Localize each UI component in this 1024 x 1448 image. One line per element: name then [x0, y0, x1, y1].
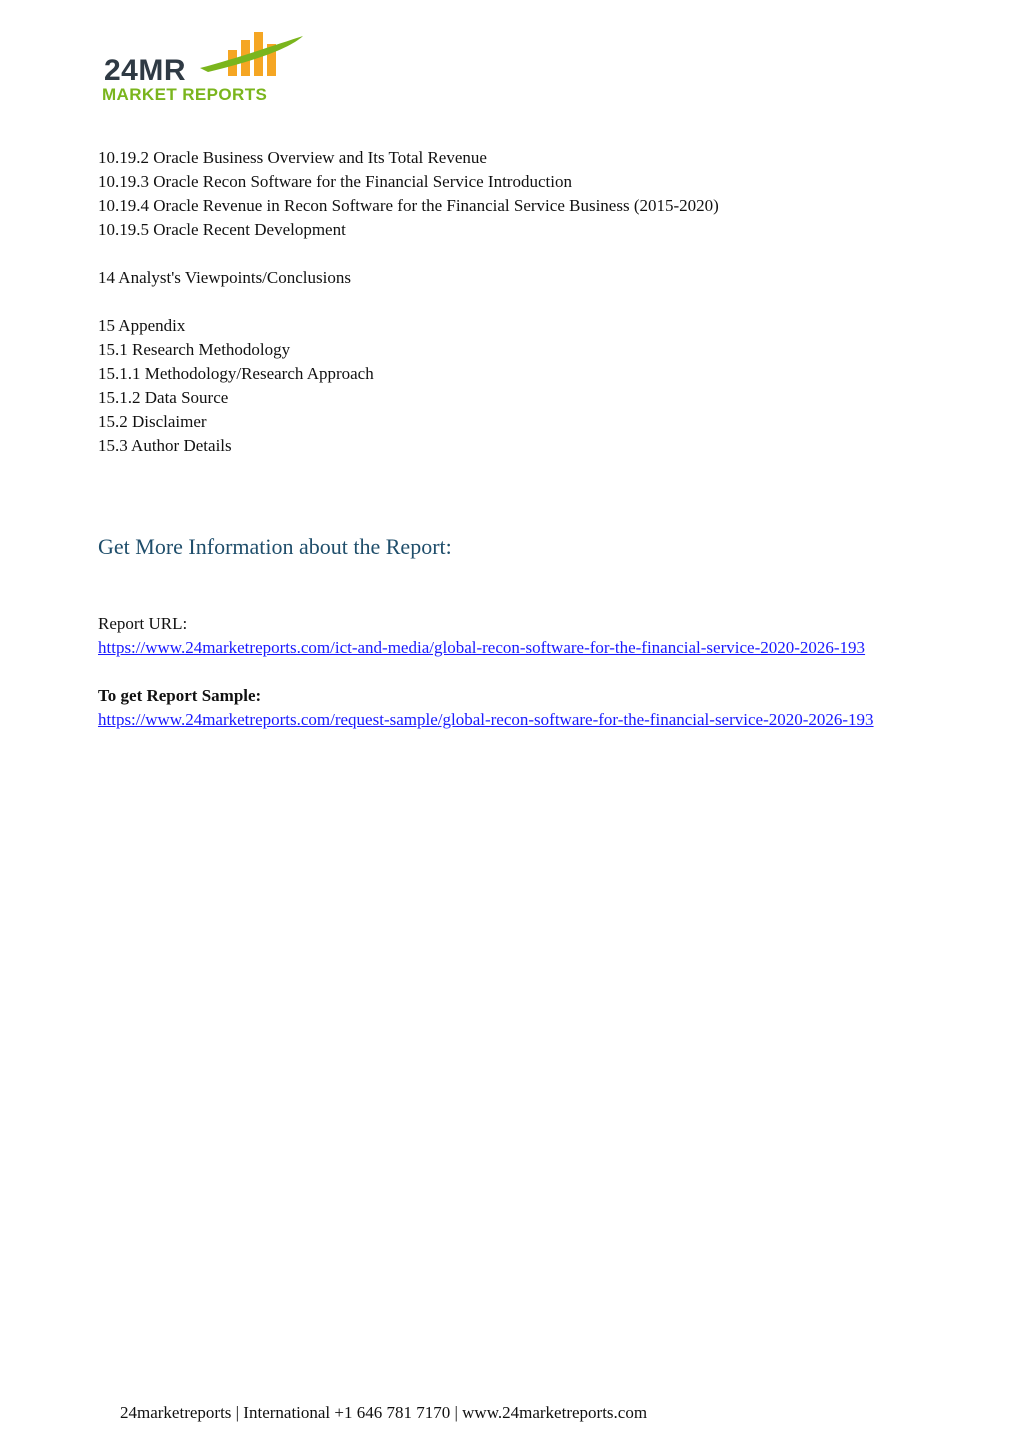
toc-item: 10.19.4 Oracle Revenue in Recon Software for the Financial Service Business (2015-2020) — [98, 196, 719, 215]
report-url-block — [98, 612, 928, 660]
toc-item: 15.3 Author Details — [98, 436, 232, 455]
table-of-contents — [98, 146, 719, 458]
toc-item: 15.1 Research Methodology — [98, 340, 291, 359]
page-footer: 24marketreports | International +1 646 781 7170 | www.24marketreports.com — [120, 1403, 648, 1422]
sample-url-block — [98, 684, 928, 732]
company-logo — [102, 28, 312, 108]
toc-item: 10.19.5 Oracle Recent Development — [98, 220, 346, 239]
toc-item: 15.1.1 Methodology/Research Approach — [98, 364, 374, 383]
toc-item: 10.19.2 Oracle Business Overview and Its Total Revenue — [98, 148, 487, 167]
toc-item: 10.19.3 Oracle Recon Software for the Financial Service Introduction — [98, 172, 572, 191]
report-url-label: Report URL: — [98, 614, 188, 633]
toc-item: 15.1.2 Data Source — [98, 388, 229, 407]
logo-text-24mr: 24MR — [104, 54, 187, 87]
spacer — [98, 290, 719, 314]
report-info — [98, 612, 928, 756]
section-heading: Get More Information about the Report: — [98, 534, 452, 559]
toc-item: 14 Analyst's Viewpoints/Conclusions — [98, 268, 351, 287]
logo-text-market-reports: MARKET REPORTS — [102, 85, 268, 104]
sample-url-link[interactable]: https://www.24marketreports.com/request-sample/global-recon-software-for-the-financial-service-2020-2026-193 — [98, 710, 874, 729]
report-url-link[interactable]: https://www.24marketreports.com/ict-and-media/global-recon-software-for-the-financial-service-2020-2026-193 — [98, 638, 866, 657]
toc-item: 15.2 Disclaimer — [98, 412, 207, 431]
spacer — [98, 242, 719, 266]
toc-item: 15 Appendix — [98, 316, 186, 335]
bar-chart-swoosh-icon — [198, 28, 308, 78]
sample-url-label: To get Report Sample: — [98, 686, 262, 705]
